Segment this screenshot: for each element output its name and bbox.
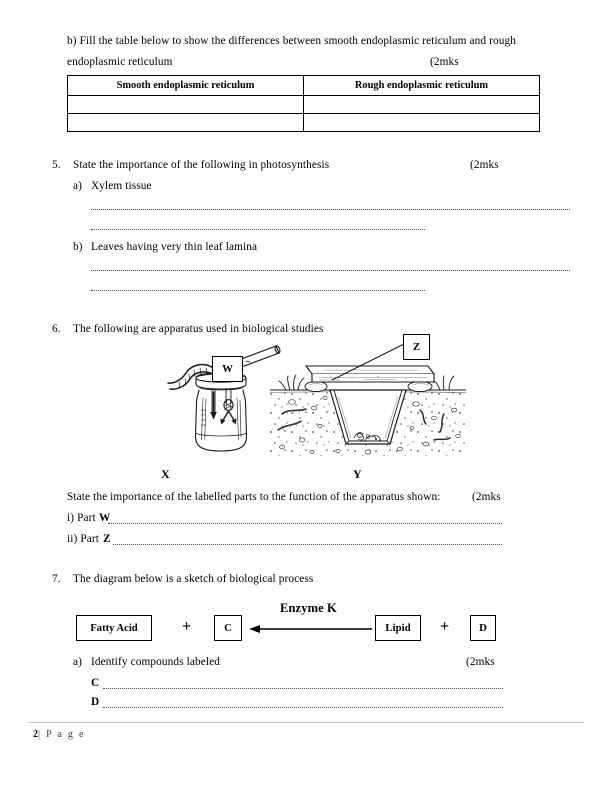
label-box-z: Z	[403, 334, 430, 360]
q6-marks: (2mks	[472, 491, 501, 503]
q7a-marks: (2mks	[466, 656, 495, 668]
q7-stem: The diagram below is a sketch of biological process	[73, 573, 314, 585]
table-cell-rough-2[interactable]	[304, 114, 540, 132]
page-number: 2	[33, 729, 38, 740]
q6-number: 6.	[52, 323, 61, 335]
q5-part-a-answer-line-2[interactable]	[91, 228, 425, 230]
q5-marks: (2mks	[470, 159, 499, 171]
table-cell-smooth-1[interactable]	[68, 96, 304, 114]
q7a-answer-line-d[interactable]	[103, 706, 503, 708]
q7a-answer-label-c: C	[91, 677, 100, 689]
q7a-answer-label-d: D	[91, 696, 100, 708]
reaction-plus-2: +	[440, 618, 450, 635]
table-header-row	[68, 76, 540, 96]
q4b-marks: (2mks	[430, 56, 459, 68]
reaction-arrow	[248, 620, 372, 638]
table-row[interactable]	[68, 96, 540, 114]
q5-stem: State the importance of the following in photosynthesis	[73, 159, 330, 171]
label-box-w: W	[212, 356, 243, 382]
reaction-box-lipid: Lipid	[375, 615, 421, 641]
q6-instruction: State the importance of the labelled parts to the function of the apparatus shown:	[67, 491, 441, 503]
reaction-box-fatty-acid: Fatty Acid	[76, 615, 152, 641]
q4b-text-line2: endoplasmic reticulum	[67, 56, 173, 68]
q7a-text: Identify compounds labeled	[91, 656, 221, 668]
q6-answer-ii-line[interactable]	[113, 543, 502, 545]
q6-answer-i-part: W	[99, 512, 111, 524]
q7a-answer-line-c[interactable]	[103, 687, 503, 689]
q6-answer-i-line[interactable]	[108, 522, 502, 524]
reaction-box-c: C	[214, 615, 242, 641]
page-label: | P a g e	[38, 729, 86, 740]
table-cell-smooth-2[interactable]	[68, 114, 304, 132]
er-comparison-table	[67, 75, 540, 132]
q5-part-a-label: a)	[73, 180, 83, 192]
q6-answer-i-prefix: i) Part	[67, 512, 96, 524]
q7a-label: a)	[73, 656, 83, 668]
page-footer	[33, 729, 85, 740]
q5-part-b-answer-line-2[interactable]	[91, 289, 425, 291]
table-row[interactable]	[68, 114, 540, 132]
q5-number: 5.	[52, 159, 61, 171]
q6-stem: The following are apparatus used in biological studies	[73, 323, 324, 335]
q7-number: 7.	[52, 573, 61, 585]
footer-divider	[28, 722, 584, 723]
q4b-text-line1: b) Fill the table below to show the differences between smooth endoplasmic reticulum and rough	[67, 35, 516, 47]
q5-part-b-answer-line-1[interactable]	[91, 269, 570, 271]
table-header-smooth-er: Smooth endoplasmic reticulum	[68, 76, 304, 96]
q5-part-b-text: Leaves having very thin leaf lamina	[91, 241, 258, 253]
q5-part-b-label: b)	[73, 241, 83, 253]
reaction-box-d: D	[470, 615, 496, 641]
table-header-rough-er: Rough endoplasmic reticulum	[304, 76, 540, 96]
table-cell-rough-1[interactable]	[304, 96, 540, 114]
q5-part-a-answer-line-1[interactable]	[91, 208, 570, 210]
q6-answer-ii-prefix: ii) Part	[67, 533, 99, 545]
apparatus-x-caption: X	[161, 467, 170, 481]
q6-answer-ii-part: Z	[103, 533, 111, 545]
reaction-plus-1: +	[182, 618, 192, 635]
enzyme-label: Enzyme K	[280, 601, 337, 615]
q5-part-a-text: Xylem tissue	[91, 180, 152, 192]
apparatus-y-caption: Y	[353, 467, 362, 481]
